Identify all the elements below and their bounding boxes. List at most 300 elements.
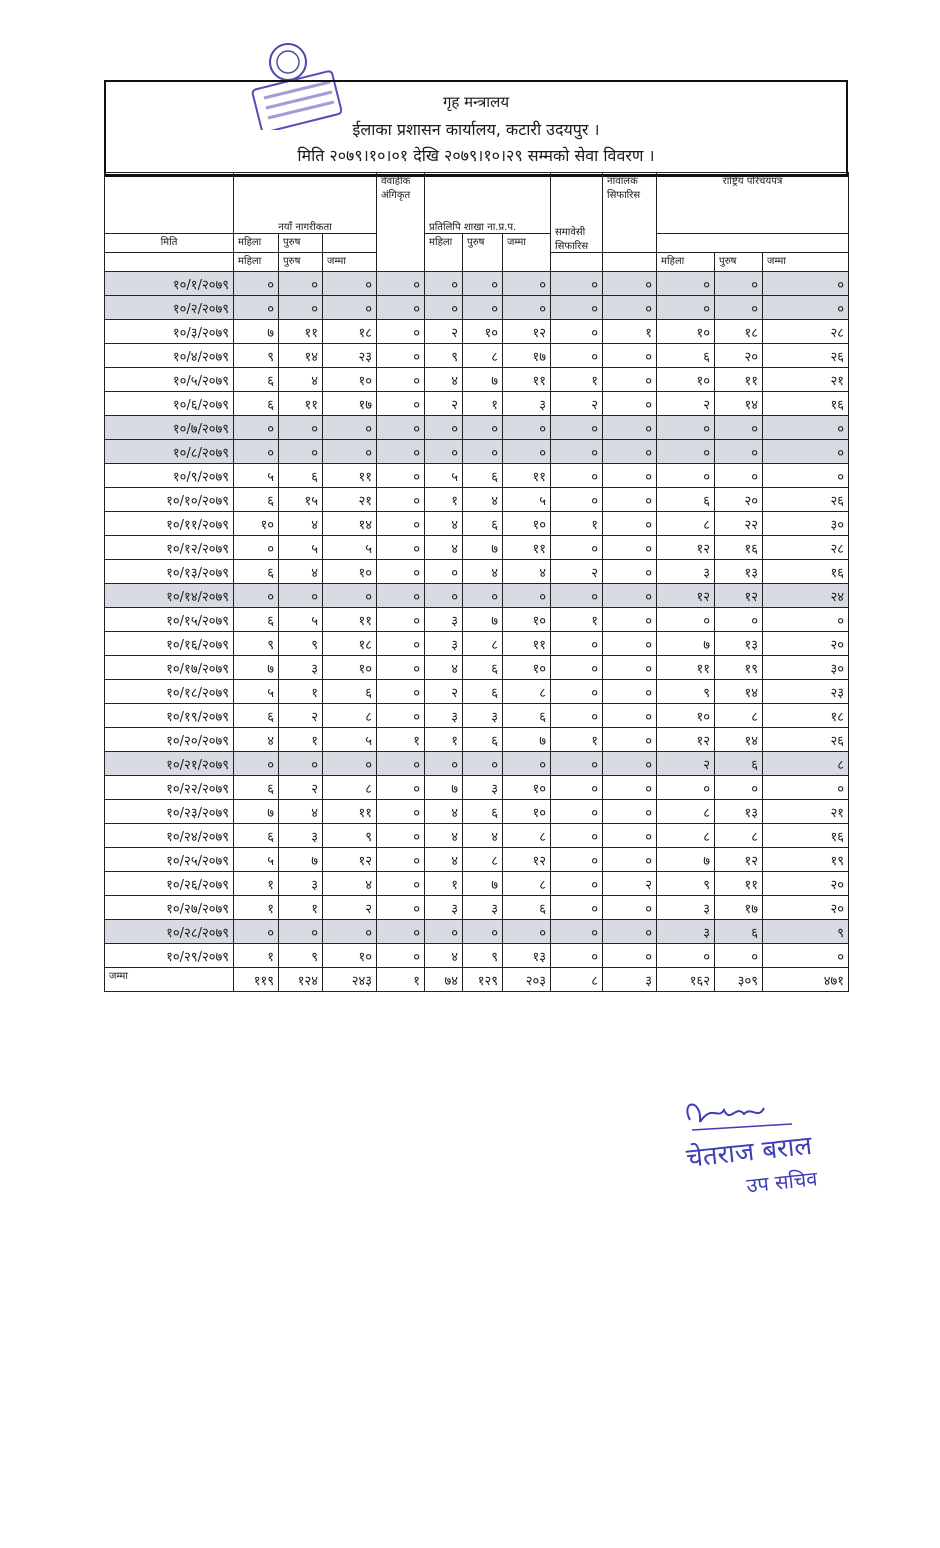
table-row — [105, 632, 849, 656]
table-row — [105, 344, 849, 368]
row-date: १०/२९/२०७९ — [105, 944, 234, 968]
row-cell: १ — [425, 488, 463, 512]
row-cell: ६ — [234, 368, 279, 392]
row-cell: १८ — [323, 320, 377, 344]
row-cell: ८ — [657, 824, 715, 848]
row-cell: १० — [657, 704, 715, 728]
row-cell: ० — [377, 440, 425, 464]
row-cell: ४ — [279, 512, 323, 536]
sub-female: महिला — [234, 253, 279, 272]
row-cell: ० — [657, 416, 715, 440]
row-cell: ४ — [425, 656, 463, 680]
row-cell: १६ — [763, 824, 849, 848]
row-cell: २ — [657, 752, 715, 776]
row-cell: ११ — [503, 368, 551, 392]
row-cell: ० — [715, 464, 763, 488]
row-cell: ६ — [503, 896, 551, 920]
row-cell: ० — [503, 440, 551, 464]
row-cell: ० — [551, 416, 603, 440]
row-date: १०/२६/२०७९ — [105, 872, 234, 896]
sub-total: जम्मा — [503, 234, 551, 272]
row-cell: ० — [551, 536, 603, 560]
row-cell: ० — [503, 752, 551, 776]
row-cell: २ — [551, 392, 603, 416]
row-cell: १३ — [503, 944, 551, 968]
row-cell: ० — [603, 392, 657, 416]
row-cell: ० — [377, 512, 425, 536]
row-cell: १० — [657, 368, 715, 392]
sub-male: पुरुष — [279, 234, 323, 253]
row-cell: ८ — [657, 800, 715, 824]
row-cell: ० — [551, 584, 603, 608]
totals-label: जम्मा — [105, 968, 234, 992]
table-row — [105, 536, 849, 560]
row-cell: ० — [603, 800, 657, 824]
row-date: १०/२८/२०७९ — [105, 920, 234, 944]
row-cell: ० — [234, 272, 279, 296]
row-cell: ११ — [503, 464, 551, 488]
row-cell: ० — [551, 824, 603, 848]
row-cell: ३० — [763, 656, 849, 680]
table-row — [105, 560, 849, 584]
row-cell: ० — [603, 368, 657, 392]
row-cell: ० — [603, 896, 657, 920]
row-cell: ० — [603, 584, 657, 608]
row-cell: ० — [603, 656, 657, 680]
total-cell: २०३ — [503, 968, 551, 992]
row-cell: ० — [234, 584, 279, 608]
row-cell: ० — [377, 848, 425, 872]
row-cell: ० — [763, 944, 849, 968]
row-cell: ० — [715, 944, 763, 968]
row-cell: ० — [279, 440, 323, 464]
total-cell: ३०९ — [715, 968, 763, 992]
total-cell: १२९ — [463, 968, 503, 992]
row-cell: ० — [503, 920, 551, 944]
row-cell: ७ — [503, 728, 551, 752]
row-cell: ० — [463, 440, 503, 464]
row-date: १०/६/२०७९ — [105, 392, 234, 416]
row-cell: ० — [463, 296, 503, 320]
row-cell: ४ — [425, 536, 463, 560]
row-cell: १ — [279, 896, 323, 920]
row-cell: ० — [551, 752, 603, 776]
table-row — [105, 656, 849, 680]
row-date: १०/९/२०७९ — [105, 464, 234, 488]
row-cell: ४ — [425, 512, 463, 536]
row-cell: १७ — [323, 392, 377, 416]
row-cell: ८ — [715, 824, 763, 848]
row-cell: ० — [377, 872, 425, 896]
row-cell: ० — [603, 464, 657, 488]
row-date: १०/१४/२०७९ — [105, 584, 234, 608]
table-row — [105, 752, 849, 776]
row-cell: ० — [715, 776, 763, 800]
row-cell: ११ — [503, 632, 551, 656]
row-cell: ० — [603, 560, 657, 584]
ministry-title: गृह मन्त्रालय — [442, 93, 510, 111]
row-cell: ० — [377, 656, 425, 680]
row-cell: १० — [657, 320, 715, 344]
row-cell: ११ — [279, 392, 323, 416]
row-cell: ० — [551, 800, 603, 824]
row-cell: १६ — [763, 560, 849, 584]
row-cell: ६ — [503, 704, 551, 728]
row-cell: ९ — [425, 344, 463, 368]
row-cell: ० — [657, 608, 715, 632]
row-cell: १ — [234, 896, 279, 920]
row-cell: ० — [463, 416, 503, 440]
row-cell: ६ — [463, 680, 503, 704]
row-cell: ११ — [715, 368, 763, 392]
row-cell: ० — [323, 440, 377, 464]
row-cell: ० — [463, 584, 503, 608]
row-cell: १० — [503, 656, 551, 680]
table-row — [105, 608, 849, 632]
row-cell: ० — [503, 584, 551, 608]
row-cell: ० — [657, 776, 715, 800]
row-cell: ८ — [463, 344, 503, 368]
row-cell: ३ — [657, 896, 715, 920]
row-cell: ६ — [463, 800, 503, 824]
row-cell: १० — [503, 776, 551, 800]
row-cell: ० — [763, 608, 849, 632]
row-cell: ० — [603, 512, 657, 536]
row-cell: ० — [603, 848, 657, 872]
row-cell: १४ — [715, 680, 763, 704]
row-cell: १४ — [715, 728, 763, 752]
row-cell: १३ — [715, 560, 763, 584]
row-cell: १० — [323, 560, 377, 584]
col-blank — [105, 173, 234, 234]
row-cell: ० — [377, 896, 425, 920]
row-cell: ० — [603, 824, 657, 848]
row-cell: ४ — [425, 800, 463, 824]
row-cell: ० — [657, 944, 715, 968]
row-cell: ० — [279, 416, 323, 440]
row-cell: ० — [657, 464, 715, 488]
row-cell: ० — [551, 632, 603, 656]
table-row — [105, 440, 849, 464]
row-cell: १ — [551, 512, 603, 536]
row-cell: ६ — [715, 752, 763, 776]
row-cell: ० — [551, 776, 603, 800]
row-cell: ७ — [234, 320, 279, 344]
row-cell: ३ — [279, 824, 323, 848]
total-cell: ८ — [551, 968, 603, 992]
row-cell: ० — [377, 704, 425, 728]
row-cell: ८ — [715, 704, 763, 728]
row-cell: २ — [551, 560, 603, 584]
row-cell: ११ — [279, 320, 323, 344]
row-cell: ० — [503, 296, 551, 320]
total-cell: ३ — [603, 968, 657, 992]
row-cell: १ — [234, 872, 279, 896]
row-cell: ४ — [425, 944, 463, 968]
row-cell: ० — [279, 584, 323, 608]
row-cell: ० — [279, 752, 323, 776]
row-cell: ० — [463, 920, 503, 944]
row-cell: ७ — [463, 368, 503, 392]
row-cell: ० — [603, 272, 657, 296]
row-cell: ० — [551, 944, 603, 968]
table-row — [105, 320, 849, 344]
row-date: १०/१८/२०७९ — [105, 680, 234, 704]
sub-empty — [603, 253, 657, 272]
row-date: १०/१५/२०७९ — [105, 608, 234, 632]
row-cell: ० — [425, 440, 463, 464]
row-cell: १ — [234, 944, 279, 968]
row-cell: ० — [715, 296, 763, 320]
row-cell: ६ — [323, 680, 377, 704]
row-cell: ३ — [463, 704, 503, 728]
row-cell: १० — [463, 320, 503, 344]
row-cell: १८ — [323, 632, 377, 656]
row-cell: १३ — [715, 800, 763, 824]
row-cell: ८ — [323, 776, 377, 800]
row-cell: ० — [503, 272, 551, 296]
row-date: १०/७/२०७९ — [105, 416, 234, 440]
row-cell: ० — [425, 296, 463, 320]
total-cell: ११९ — [234, 968, 279, 992]
row-cell: २४ — [763, 584, 849, 608]
row-cell: १ — [279, 680, 323, 704]
row-date: १०/१३/२०७९ — [105, 560, 234, 584]
row-cell: ६ — [234, 488, 279, 512]
sub-empty — [323, 234, 377, 253]
total-cell: ७४ — [425, 968, 463, 992]
row-cell: ० — [377, 752, 425, 776]
row-cell: २१ — [323, 488, 377, 512]
row-cell: ६ — [463, 512, 503, 536]
row-cell: ० — [323, 416, 377, 440]
col-minor: नावालक सिफारिस — [603, 173, 657, 253]
row-date: १०/२५/२०७९ — [105, 848, 234, 872]
row-cell: ० — [377, 824, 425, 848]
row-cell: १ — [463, 392, 503, 416]
sub-male: पुरुष — [463, 234, 503, 272]
row-cell: १ — [603, 320, 657, 344]
row-cell: ० — [763, 296, 849, 320]
row-cell: १ — [279, 728, 323, 752]
office-title: ईलाका प्रशासन कार्यालय, कटारी उदयपुर । — [352, 120, 600, 139]
row-cell: ० — [551, 296, 603, 320]
row-cell: १२ — [715, 584, 763, 608]
table-row — [105, 272, 849, 296]
row-cell: २ — [279, 776, 323, 800]
row-cell: ० — [715, 272, 763, 296]
row-cell: ० — [603, 344, 657, 368]
row-cell: ० — [425, 752, 463, 776]
row-cell: २० — [715, 344, 763, 368]
row-cell: ३ — [657, 560, 715, 584]
row-cell: ८ — [503, 680, 551, 704]
row-date: १०/२२/२०७९ — [105, 776, 234, 800]
row-cell: ० — [377, 488, 425, 512]
sub-female: महिला — [234, 234, 279, 253]
row-cell: ० — [551, 488, 603, 512]
row-cell: ५ — [234, 464, 279, 488]
row-cell: ० — [377, 632, 425, 656]
table-row — [105, 944, 849, 968]
row-cell: ० — [763, 464, 849, 488]
row-cell: २० — [763, 632, 849, 656]
table-row — [105, 824, 849, 848]
row-cell: ६ — [463, 656, 503, 680]
col-citizenship: नयाँ नागरीकता — [234, 173, 377, 234]
row-cell: १३ — [715, 632, 763, 656]
row-cell: २८ — [763, 536, 849, 560]
row-cell: १० — [323, 368, 377, 392]
row-date: १०/१६/२०७९ — [105, 632, 234, 656]
row-cell: १ — [425, 728, 463, 752]
row-cell: ० — [551, 680, 603, 704]
row-cell: ० — [234, 296, 279, 320]
document-header — [106, 82, 846, 175]
row-cell: ११ — [323, 464, 377, 488]
row-cell: ० — [603, 296, 657, 320]
row-cell: २ — [425, 320, 463, 344]
row-cell: ० — [377, 608, 425, 632]
row-cell: ९ — [763, 920, 849, 944]
row-cell: ८ — [463, 632, 503, 656]
document-frame — [104, 80, 848, 177]
row-cell: ११ — [323, 800, 377, 824]
row-cell: ४ — [234, 728, 279, 752]
signature-title: उप सचिव — [745, 1166, 819, 1198]
total-cell: २४३ — [323, 968, 377, 992]
row-cell: ० — [715, 440, 763, 464]
table-row — [105, 368, 849, 392]
total-cell: ४७१ — [763, 968, 849, 992]
row-cell: ५ — [323, 728, 377, 752]
table-row — [105, 464, 849, 488]
row-cell: ११ — [657, 656, 715, 680]
row-date: १०/४/२०७९ — [105, 344, 234, 368]
row-cell: ६ — [234, 776, 279, 800]
row-date: १०/२१/२०७९ — [105, 752, 234, 776]
row-cell: ६ — [463, 728, 503, 752]
row-cell: ० — [603, 728, 657, 752]
sub-total: जम्मा — [763, 253, 849, 272]
row-cell: १६ — [763, 392, 849, 416]
row-cell: ४ — [463, 560, 503, 584]
row-cell: १२ — [323, 848, 377, 872]
row-cell: ६ — [715, 920, 763, 944]
row-cell: ४ — [425, 368, 463, 392]
row-cell: ११ — [715, 872, 763, 896]
row-cell: २६ — [763, 728, 849, 752]
row-date: १०/१९/२०७९ — [105, 704, 234, 728]
row-cell: ६ — [234, 392, 279, 416]
row-cell: ० — [603, 704, 657, 728]
row-cell: ३ — [503, 392, 551, 416]
row-cell: ० — [323, 296, 377, 320]
sub-male: पुरुष — [715, 253, 763, 272]
row-cell: १० — [323, 656, 377, 680]
sub-empty — [551, 253, 603, 272]
table-row — [105, 488, 849, 512]
row-cell: ० — [763, 776, 849, 800]
row-cell: ० — [657, 296, 715, 320]
row-cell: ० — [377, 344, 425, 368]
row-cell: ० — [323, 752, 377, 776]
row-cell: ६ — [657, 344, 715, 368]
row-cell: ६ — [463, 464, 503, 488]
row-cell: ० — [279, 272, 323, 296]
row-cell: ० — [323, 920, 377, 944]
row-cell: ६ — [279, 464, 323, 488]
row-cell: १२ — [503, 848, 551, 872]
row-cell: ५ — [279, 536, 323, 560]
row-cell: ३ — [425, 896, 463, 920]
row-cell: ७ — [463, 872, 503, 896]
sub-total: जम्मा — [323, 253, 377, 272]
col-marital: वैवाहीक अंगिकृत — [377, 173, 425, 272]
row-cell: १४ — [323, 512, 377, 536]
row-cell: १ — [551, 728, 603, 752]
row-cell: ५ — [503, 488, 551, 512]
row-cell: ० — [551, 464, 603, 488]
signature — [672, 1090, 872, 1200]
row-cell: ३ — [425, 704, 463, 728]
row-cell: ७ — [234, 800, 279, 824]
row-date: १०/२३/२०७९ — [105, 800, 234, 824]
row-cell: ० — [763, 272, 849, 296]
row-cell: ९ — [234, 632, 279, 656]
row-cell: ० — [603, 416, 657, 440]
row-cell: ० — [463, 272, 503, 296]
col-date: मिति — [105, 234, 234, 253]
row-cell: ० — [551, 872, 603, 896]
row-cell: ० — [603, 608, 657, 632]
row-cell: ६ — [234, 704, 279, 728]
row-date: १०/५/२०७९ — [105, 368, 234, 392]
row-cell: ७ — [425, 776, 463, 800]
row-date: १०/२७/२०७९ — [105, 896, 234, 920]
table-row — [105, 776, 849, 800]
row-cell: ० — [377, 560, 425, 584]
table-row — [105, 800, 849, 824]
row-cell: ० — [715, 416, 763, 440]
row-cell: ८ — [657, 512, 715, 536]
row-cell: १४ — [279, 344, 323, 368]
row-cell: ११ — [323, 608, 377, 632]
total-cell: १२४ — [279, 968, 323, 992]
row-cell: ० — [377, 272, 425, 296]
row-cell: ० — [377, 296, 425, 320]
row-cell: १ — [377, 728, 425, 752]
row-cell: ० — [377, 944, 425, 968]
table-row — [105, 728, 849, 752]
row-cell: १० — [503, 800, 551, 824]
row-cell: ० — [551, 920, 603, 944]
row-cell: १२ — [657, 728, 715, 752]
totals-row — [105, 968, 849, 992]
row-cell: ० — [425, 584, 463, 608]
row-cell: २ — [279, 704, 323, 728]
signature-name: चेतराज बराल — [684, 1130, 814, 1174]
row-cell: २ — [425, 392, 463, 416]
row-cell: ० — [551, 656, 603, 680]
row-date: १०/१७/२०७९ — [105, 656, 234, 680]
sub-empty — [657, 234, 849, 253]
row-cell: ० — [377, 536, 425, 560]
table-row — [105, 680, 849, 704]
table-row — [105, 920, 849, 944]
row-cell: १२ — [657, 584, 715, 608]
row-cell: ३ — [463, 776, 503, 800]
